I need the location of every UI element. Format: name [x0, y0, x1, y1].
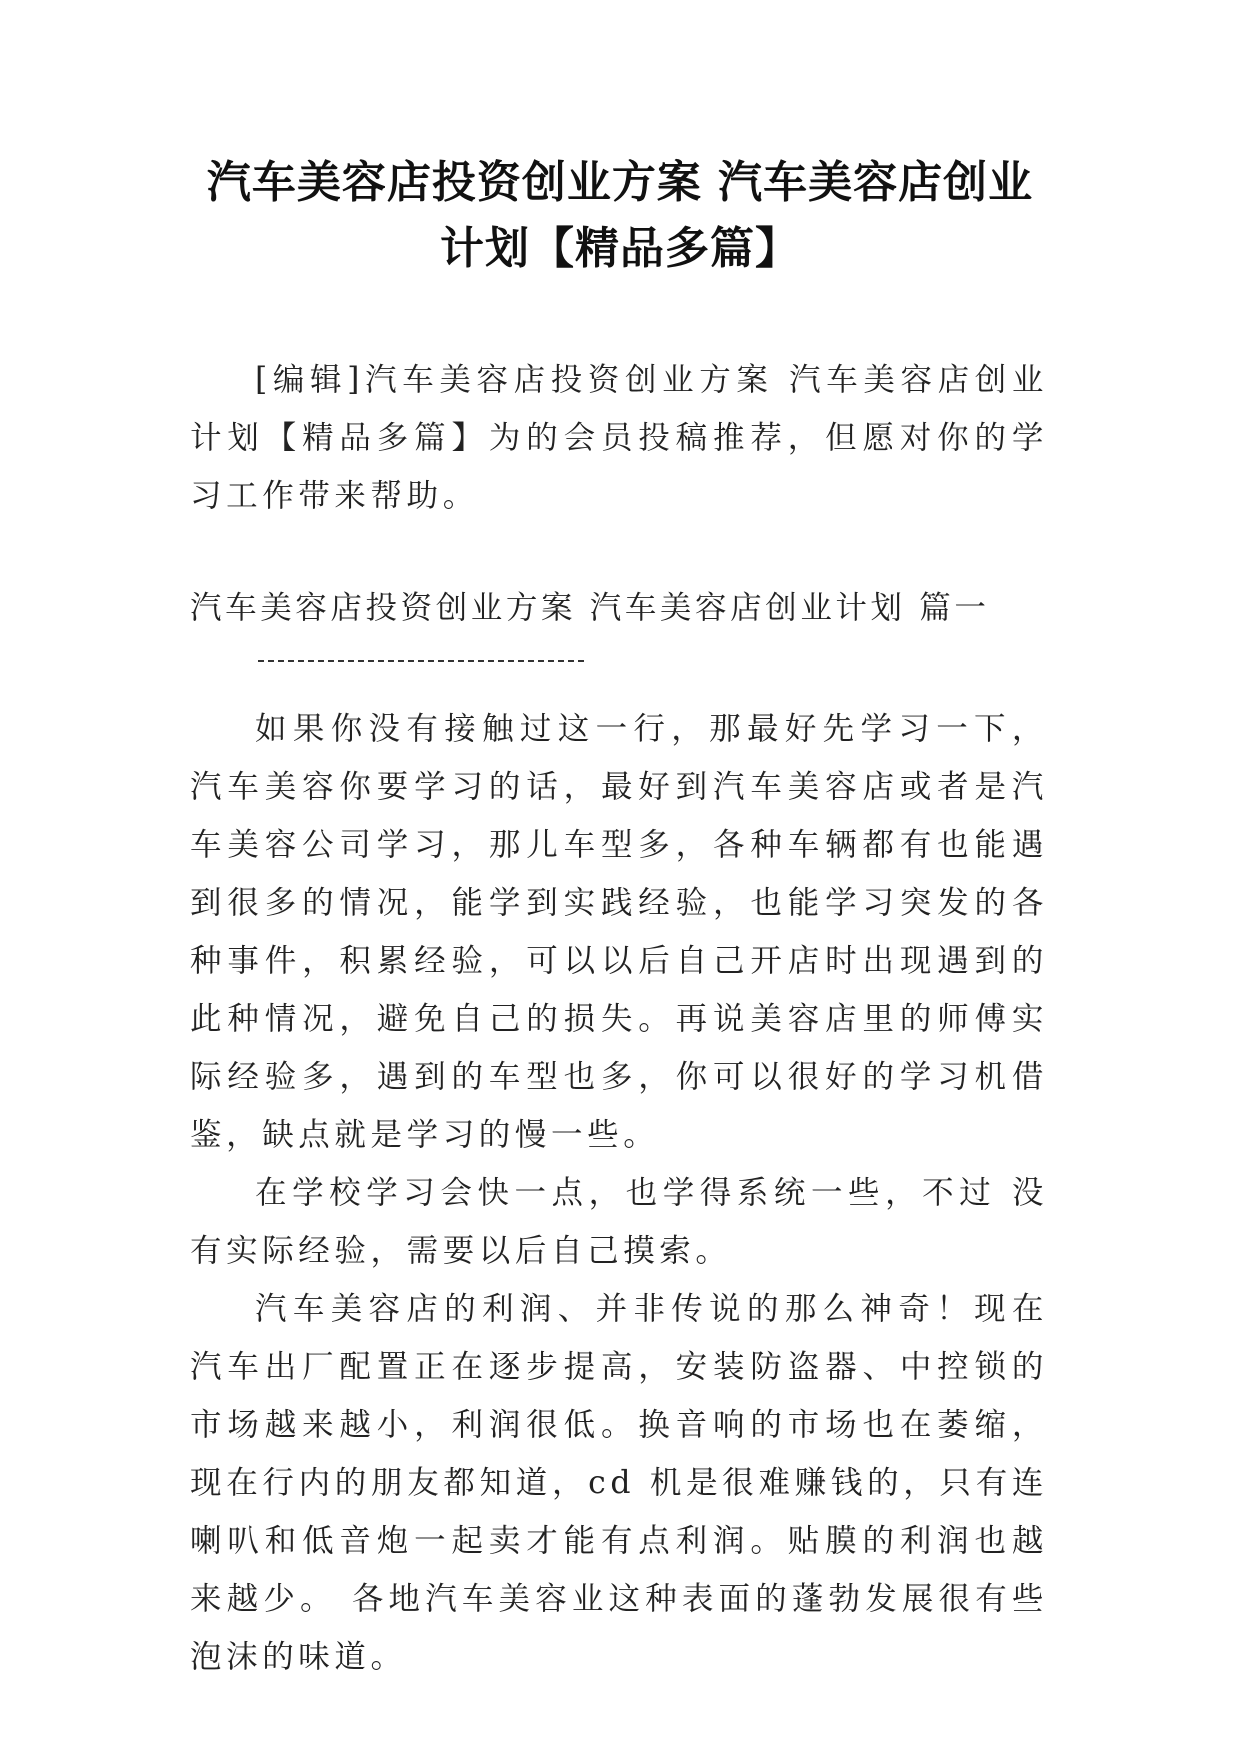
- body-paragraph-1: 如果你没有接触过这一行，那最好先学习一下，汽车美容你要学习的话，最好到汽车美容店或者是汽车美容公司学习，那儿车型多，各种车辆都有也能遇到很多的情况，能学到实践经验，也能学习突发的各种事件，积累经验，可以以后自己开店时出现遇到的此种情况，避免自己的损失。再说美容店里的师傅实际经验多，遇到的车型也多，你可以很好的学习机借鉴，缺点就是学习的慢一些。: [190, 711, 1048, 1153]
- document-title: 汽车美容店投资创业方案 汽车美容店创业计划【精品多篇】: [206, 157, 1034, 274]
- intro-paragraph: [编辑]汽车美容店投资创业方案 汽车美容店创业计划【精品多篇】为的会员投稿推荐，但愿对你的学习工作带来帮助。: [190, 362, 1048, 514]
- main-content: [190, 700, 1048, 1686]
- section-divider: [258, 660, 584, 662]
- section-heading: 汽车美容店投资创业方案 汽车美容店创业计划 篇一: [190, 590, 990, 626]
- intro-section: [190, 351, 1048, 525]
- body-paragraph-3: 汽车美容店的利润、并非传说的那么神奇！现在汽车出厂配置正在逐步提高，安装防盗器、中控锁的市场越来越小，利润很低。换音响的市场也在萎缩，现在行内的朋友都知道，cd 机是很难赚钱的，只有连喇叭和低音炮一起卖才能有点利润。贴膜的利润也越来越少。 各地汽车美容业这种表面的蓬勃发展很有些泡沫的味道。: [190, 1291, 1048, 1675]
- body-paragraph-2: 在学校学习会快一点，也学得系统一些，不过 没有实际经验，需要以后自己摸索。: [190, 1175, 1048, 1269]
